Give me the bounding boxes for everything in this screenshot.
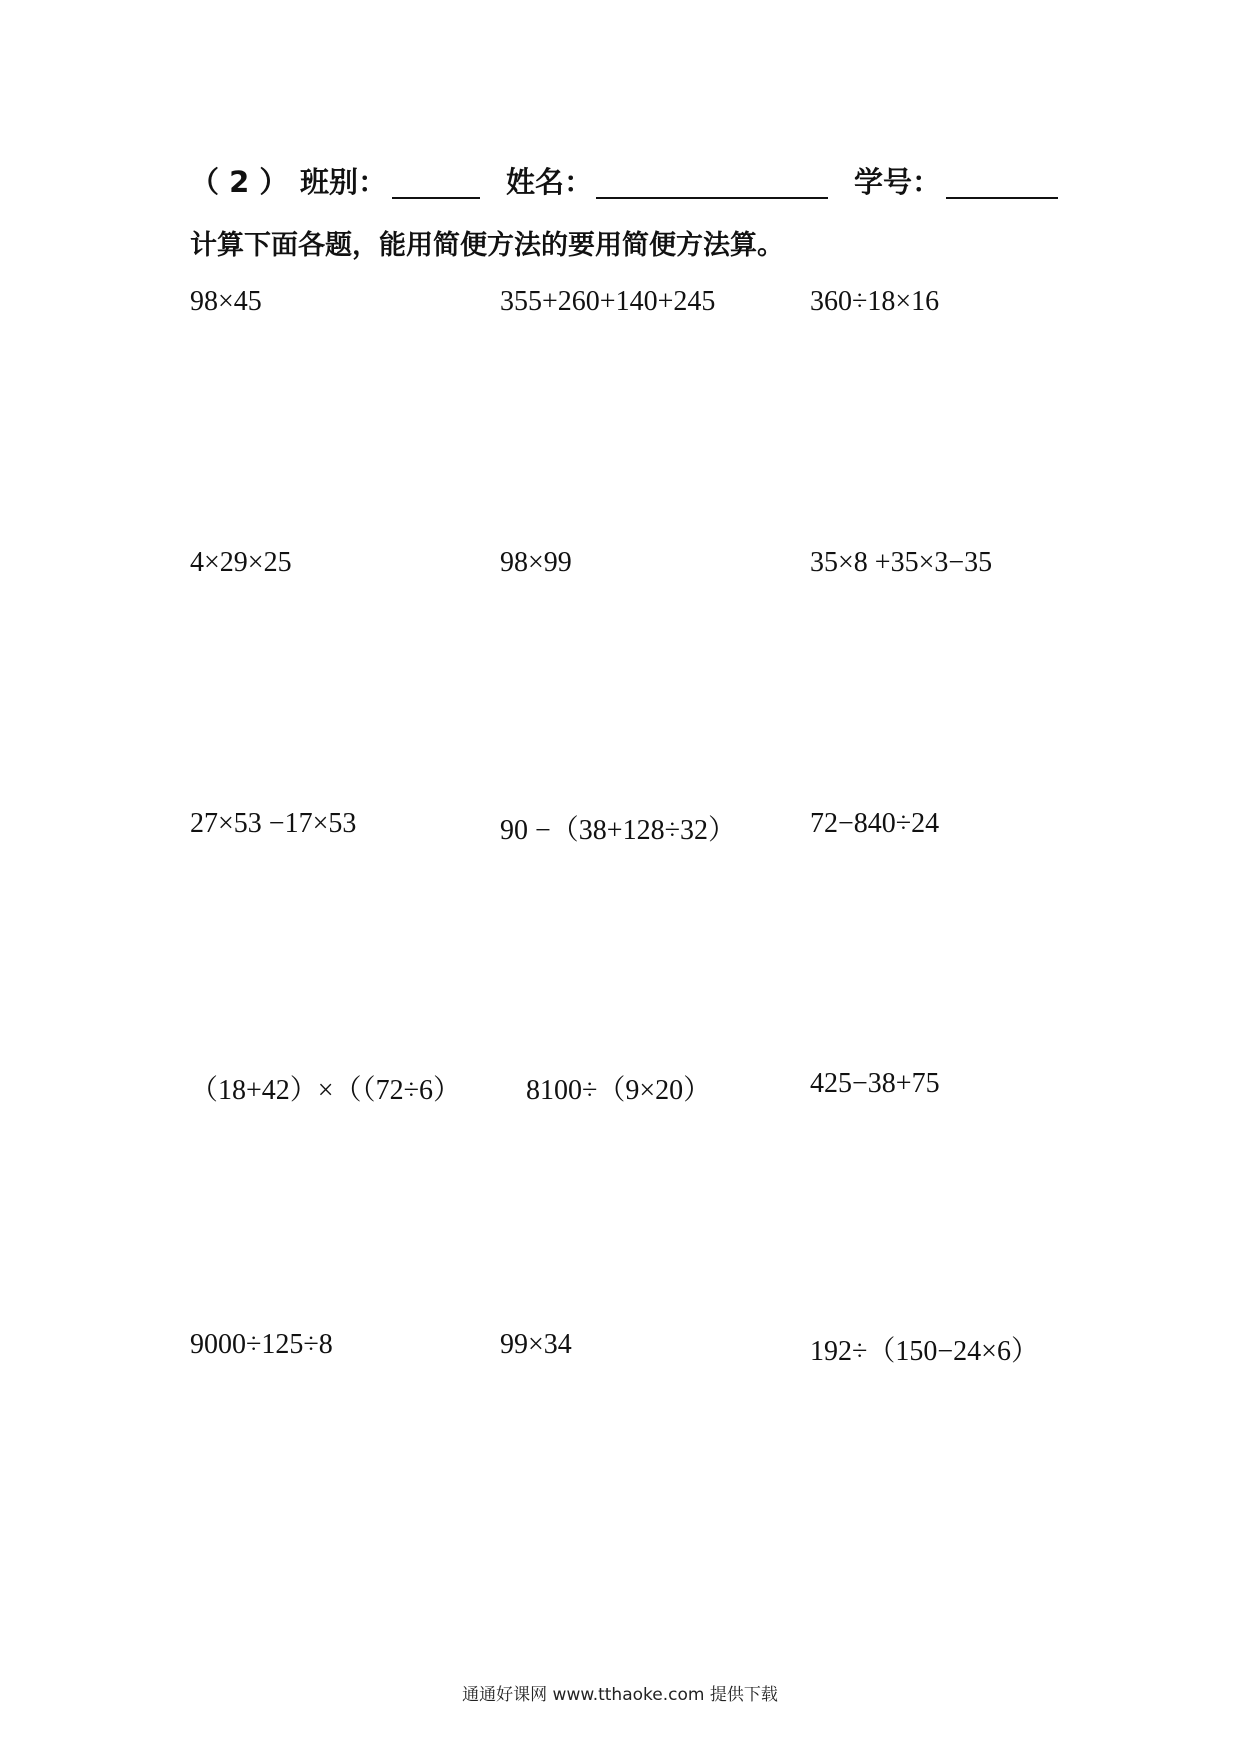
student-no-label: 学号： (854, 165, 942, 199)
instruction-text: 计算下面各题，能用简便方法的要用简便方法算。 (190, 230, 784, 261)
problem-3-3: 72−840÷24 (810, 808, 940, 839)
name-label: 姓名： (506, 165, 594, 199)
class-blank[interactable] (392, 197, 480, 199)
name-blank[interactable] (596, 197, 828, 199)
problem-2-2: 98×99 (500, 547, 572, 578)
problem-1-1: 98×45 (190, 286, 262, 317)
worksheet-header (190, 160, 1070, 208)
problem-5-1: 9000÷125÷8 (190, 1329, 333, 1360)
class-label: 班别： (300, 165, 388, 199)
problem-3-2: 90 −（38+128÷32） (500, 815, 736, 846)
problem-4-2: 8100÷（9×20） (526, 1075, 712, 1106)
footer-source: 通通好课网 www.tthaoke.com 提供下载 (462, 1685, 778, 1705)
problem-4-1: （18+42）×（（72÷6） (190, 1075, 461, 1106)
problem-2-1: 4×29×25 (190, 547, 292, 578)
problem-1-2: 355+260+140+245 (500, 286, 716, 317)
problem-3-1: 27×53 −17×53 (190, 808, 357, 839)
student-no-blank[interactable] (946, 197, 1058, 199)
section-number: （ 2 ） (190, 165, 289, 199)
problem-4-3: 425−38+75 (810, 1068, 940, 1099)
problem-2-3: 35×8 +35×3−35 (810, 547, 993, 578)
problem-1-3: 360÷18×16 (810, 286, 940, 317)
problem-5-3: 192÷（150−24×6） (810, 1336, 1039, 1367)
problem-5-2: 99×34 (500, 1329, 572, 1360)
